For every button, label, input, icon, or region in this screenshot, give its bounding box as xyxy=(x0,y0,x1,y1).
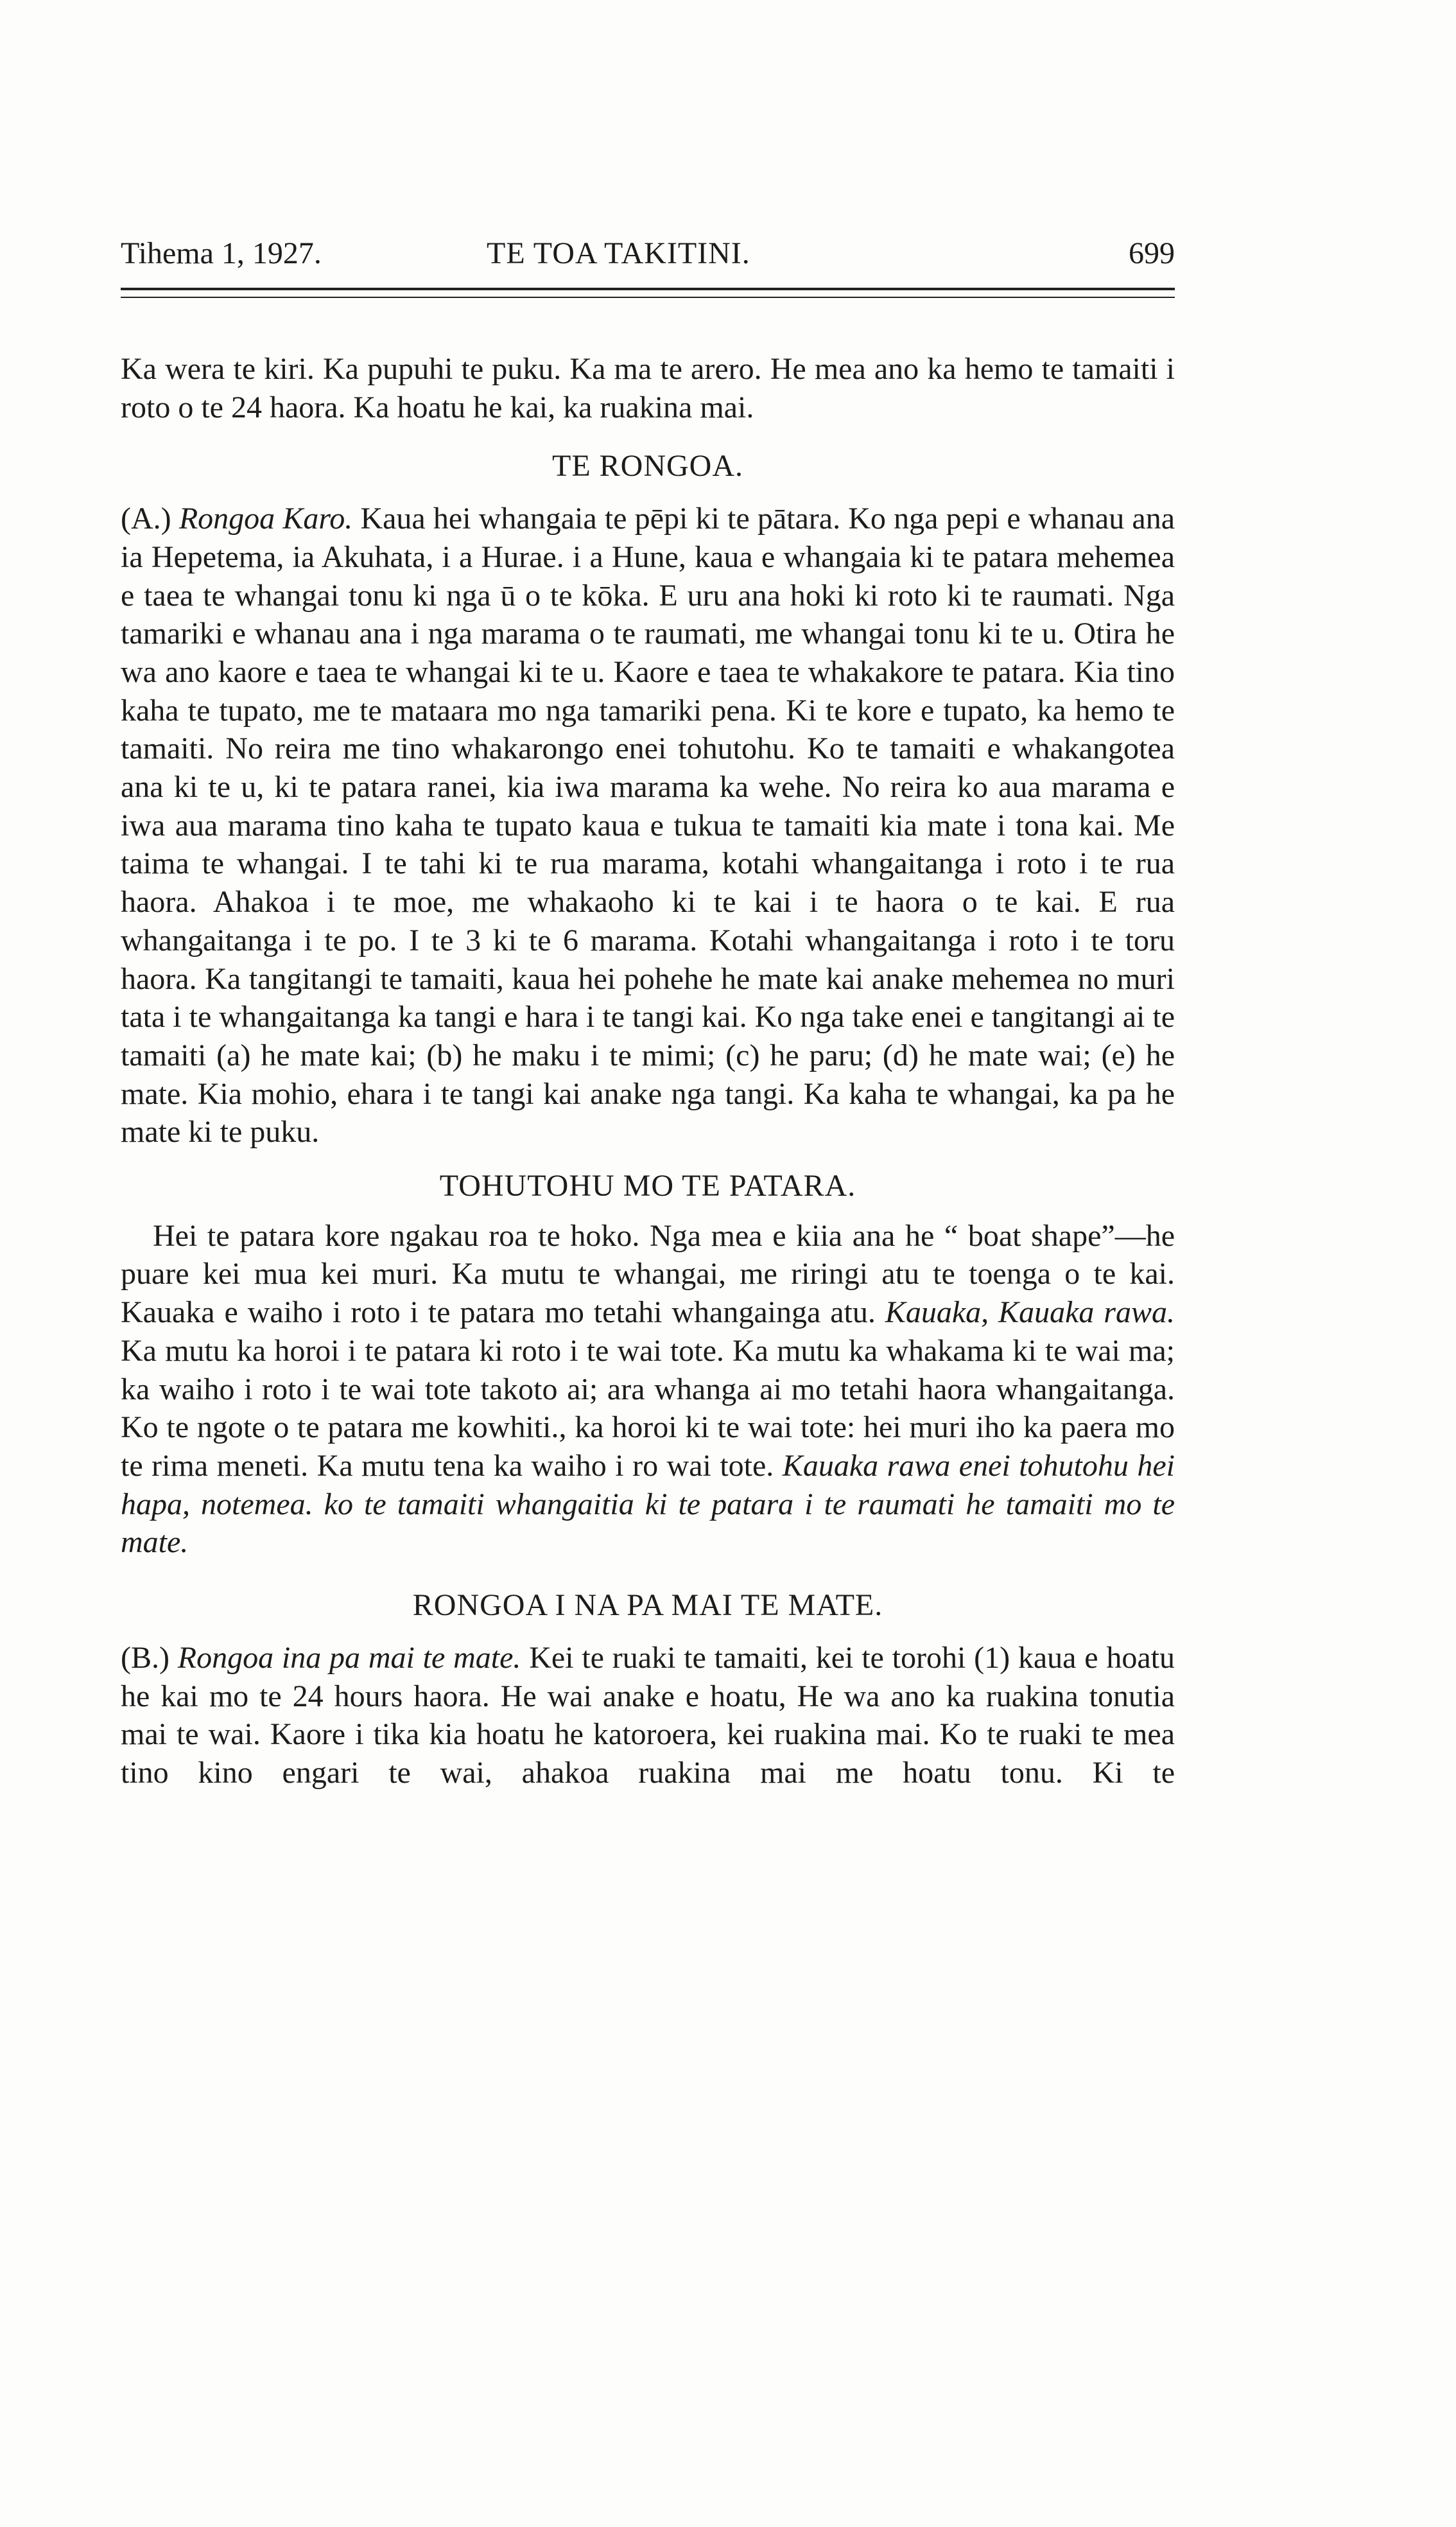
header-rule-thick xyxy=(121,288,1175,290)
tohutohu-italic-a: Kauaka, Kauaka rawa. xyxy=(885,1295,1175,1330)
tohutohu-text-b: Ka mutu ka horoi i te patara ki roto i te wai tote. Ka mutu ka whakama ki te wai ma; ka waiho i roto i te wai tote takoto ai; ara whanga ai mo tetahi haora whangaitanga. Ko te ngote o te patara me kowhiti., ka horoi ki te wai tote: hei muri iho ka paera mo te rima meneti. Ka mutu tena ka waiho i ro wai tote. xyxy=(121,1333,1175,1483)
heading-rongoa-na-pa: RONGOA I NA PA MAI TE MATE. xyxy=(412,1588,883,1623)
paragraph-rongoa-na-pa xyxy=(121,1639,1175,1792)
page-number: 699 xyxy=(1129,236,1175,270)
tohutohu-text-a: Hei te patara kore ngakau roa te hoko. Nga mea e kiia ana he “ boat shape”—he puare kei mua kei muri. Ka mutu te whangai, me riringi atu te toenga o te kai. Kauaka e waiho i roto i te patara mo tetahi whangainga atu. xyxy=(121,1218,1175,1330)
label-b: (B.) xyxy=(121,1640,169,1675)
rongoa-na-pa-text: Kei te ruaki te tamaiti, kei te torohi (1) kaua e hoatu he kai mo te 24 hours haora. He wai anake e hoatu, He wa ano ka ruakina tonutia mai te wai. Kaore i tika kia hoatu he katoroera, kei ruakina mai. Ko te ruaki te mea tino kino engari te wai, ahakoa ruakina mai me hoatu tonu. Ki te xyxy=(121,1640,1175,1790)
italic-lead-rongoa-na-pa: Rongoa ina pa mai te mate. xyxy=(177,1640,521,1675)
header-title: TE TOA TAKITINI. xyxy=(487,236,750,270)
italic-lead-rongoa-karo: Rongoa Karo. xyxy=(178,502,353,536)
paragraph-tohutohu xyxy=(121,1217,1175,1562)
rongoa-karo-text: Kaua hei whangaia te pēpi ki te pātara. Ko nga pepi e whanau ana ia Hepetema, ia Akuhata, i a Hurae. i a Hune, kaua e whangaia ki te patara mehemea e taea te whangai tonu ki nga ū o te kōka. E uru ana hoki ki roto ki te raumati. Nga tamariki e whanau ana i nga marama o te raumati, me whangai tonu ki te u. Otira he wa ano kaore e taea te whangai ki te u. Kaore e taea te whakakore te patara. Kia tino kaha te tupato, me te mataara mo nga tamariki pena. Ki te kore e tupato, ka hemo te tamaiti. No reira me tino whakarongo enei tohutohu. Ko te tamaiti e whakangotea ana ki te u, ki te patara ranei, kia iwa marama ka wehe. No reira ko aua marama e iwa aua marama tino kaha te tupato kaua e tukua te tamaiti kia mate i tona kai. Me taima te whangai. I te tahi ki te rua marama, kotahi whangaitanga i roto i te rua haora. Ahakoa i te moe, me whakaoho ki te kai i te haora o te kai. E rua whangaitanga i te po. I te 3 ki te 6 marama. Kotahi whangaitanga i roto i te toru haora. Ka tangitangi te tamaiti, kaua hei pohehe he mate kai anake mehemea no muri tata i te whangaitanga ka tangi e hara i te tangi kai. Ko nga take enei e tangitangi ai te tamaiti (a) he mate kai; (b) he maku i te mimi; (c) he paru; (d) he mate wai; (e) he mate. Kia mohio, ehara i te tangi kai anake nga tangi. Ka kaha te whangai, ka pa he mate ki te puku. xyxy=(121,502,1175,1150)
intro-paragraph: Ka wera te kiri. Ka pupuhi te puku. Ka ma te arero. He mea ano ka hemo te tamaiti i roto o te 24 haora. Ka hoatu he kai, ka ruakina mai. xyxy=(121,352,1175,424)
heading-te-rongoa: TE RONGOA. xyxy=(552,449,743,484)
article-body xyxy=(121,350,1175,1792)
heading-tohutohu-patara: TOHUTOHU MO TE PATARA. xyxy=(439,1169,856,1203)
running-header xyxy=(121,234,1175,279)
header-date: Tihema 1, 1927. xyxy=(121,236,322,270)
paragraph-rongoa-karo xyxy=(121,500,1175,1151)
label-a: (A.) xyxy=(121,502,171,536)
header-rule-thin xyxy=(121,297,1175,298)
tohutohu-italic-b: Kauaka rawa enei tohutohu hei hapa, notemea. ko te tamaiti whangaitia ki te patara i te raumati he tamaiti mo te mate. xyxy=(121,1448,1175,1560)
